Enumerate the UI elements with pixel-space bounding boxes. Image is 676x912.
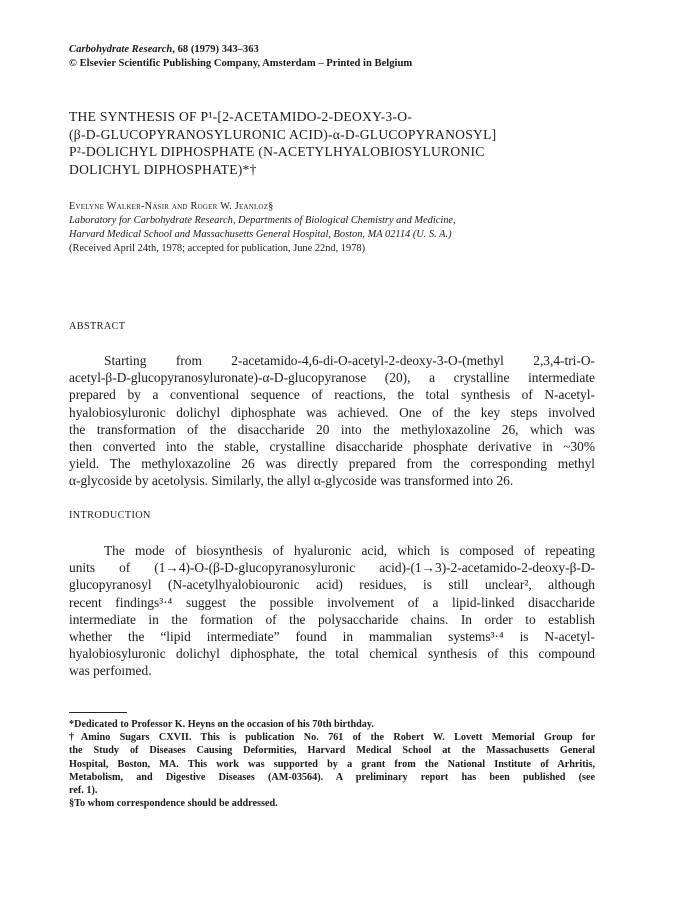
affiliation-line: Laboratory for Carbohydrate Research, Departments of Biological Chemistry and Medicine, <box>69 215 456 226</box>
abstract-line: acetyl-β-D-glucopyranosyluronate)-α-D-glucopyranose (20), a crystalline intermediate <box>69 370 595 386</box>
abstract-line: α-glycoside by acetolysis. Similarly, the allyl α-glycoside was transformed into 26. <box>69 473 514 489</box>
author-name: Roger W. Jeanloz§ <box>190 201 274 212</box>
abstract-line: the transformation of the disaccharide 20 into the methyloxazoline 26, which was <box>69 421 595 437</box>
introduction-line: recent findings³·⁴ suggest the possible involvement of a lipid-linked disaccharide <box>69 594 595 610</box>
introduction-line: whether the “lipid intermediate” found in mammalian systems³·⁴ is N-acetyl- <box>69 629 595 645</box>
abstract-line: yield. The methyloxazoline 26 was directly prepared from the corresponding methyl <box>69 456 595 472</box>
introduction-line: hyalobiosyluronic dolichyl diphosphate, the total chemical synthesis of this compound <box>69 646 595 662</box>
publisher-line: © Elsevier Scientific Publishing Company, Amsterdam – Printed in Belgium <box>69 58 413 69</box>
author-name: Evelyne Walker-Nasir <box>69 201 170 212</box>
abstract-line: hyalobiosyluronic dolichyl diphosphate was achieved. One of the key steps involved <box>69 404 595 420</box>
footnote-rule <box>69 712 127 713</box>
author-names <box>69 200 456 214</box>
footnote-line: the Study of Diseases Causing Deformities, Harvard Medical School at the Massachusetts General <box>69 745 595 757</box>
article-title <box>69 108 629 178</box>
footnote-line: Hospital, Boston, MA. This work was supported by a grant from the National Institute of Arhritis, <box>69 758 595 770</box>
abstract-line: prepared by a conventional sequence of reactions, the total synthesis of N-acetyl- <box>69 387 595 403</box>
introduction-line: was perfoımed. <box>69 663 152 679</box>
introduction-line: The mode of biosynthesis of hyaluronic acid, which is composed of repeating <box>104 543 595 558</box>
abstract-line: then converted into the stable, crystalline disaccharide phosphate derivative in ~30% <box>69 439 595 455</box>
introduction-body <box>69 542 595 680</box>
author-block <box>69 200 456 256</box>
introduction-line: intermediate in the formation of the polysaccharide chains. In order to establish <box>69 611 595 627</box>
abstract-line: Starting from 2-acetamido-4,6-di-O-acetyl-2-deoxy-3-O-(methyl 2,3,4-tri-O- <box>104 353 595 368</box>
title-line: THE SYNTHESIS OF P¹-[2-ACETAMIDO-2-DEOXY-3-O- <box>69 109 413 124</box>
footnote-line: §To whom correspondence should be addressed. <box>69 798 278 810</box>
received-dates: (Received April 24th, 1978; accepted for publication, June 22nd, 1978) <box>69 243 366 254</box>
affiliation-line: Harvard Medical School and Massachusetts General Hospital, Boston, MA 02114 (U. S. A.) <box>69 229 452 240</box>
journal-name: Carbohydrate Research <box>69 44 173 55</box>
title-line: (β-D-GLUCOPYRANOSYLURONIC ACID)-α-D-GLUCOPYRANOSYL] <box>69 126 497 142</box>
volume-pages: , 68 (1979) 343–363 <box>172 44 259 55</box>
abstract-body <box>69 352 595 490</box>
introduction-line: units of (1→4)-O-(β-D-glucopyranosyluronic acid)-(1→3)-2-acetamido-2-deoxy-β-D- <box>69 560 595 576</box>
footnotes <box>69 718 595 810</box>
introduction-line: glucopyranosyl (N-acetylhyalobiouronic acid) residues, is still unclear², although <box>69 577 595 593</box>
abstract-heading: ABSTRACT <box>69 321 126 332</box>
footnote-line: *Dedicated to Professor K. Heyns on the occasion of his 70th birthday. <box>69 719 374 730</box>
journal-header <box>69 43 412 71</box>
title-line: DOLICHYL DIPHOSPHATE)*† <box>69 161 257 177</box>
footnote-line: †Amino Sugars CXVII. This is publication No. 761 of the Robert W. Lovett Memorial Group for <box>69 732 595 744</box>
title-line: P²-DOLICHYL DIPHOSPHATE (N-ACETYLHYALOBIOSYLURONIC <box>69 144 485 159</box>
journal-citation <box>69 43 412 57</box>
author-conjunction: and <box>169 201 191 212</box>
introduction-heading: INTRODUCTION <box>69 510 151 521</box>
footnote-line: ref. 1). <box>69 785 98 797</box>
footnote-line: Metabolism, and Digestive Diseases (AM-03564). A preliminary report has been published (see <box>69 771 595 783</box>
